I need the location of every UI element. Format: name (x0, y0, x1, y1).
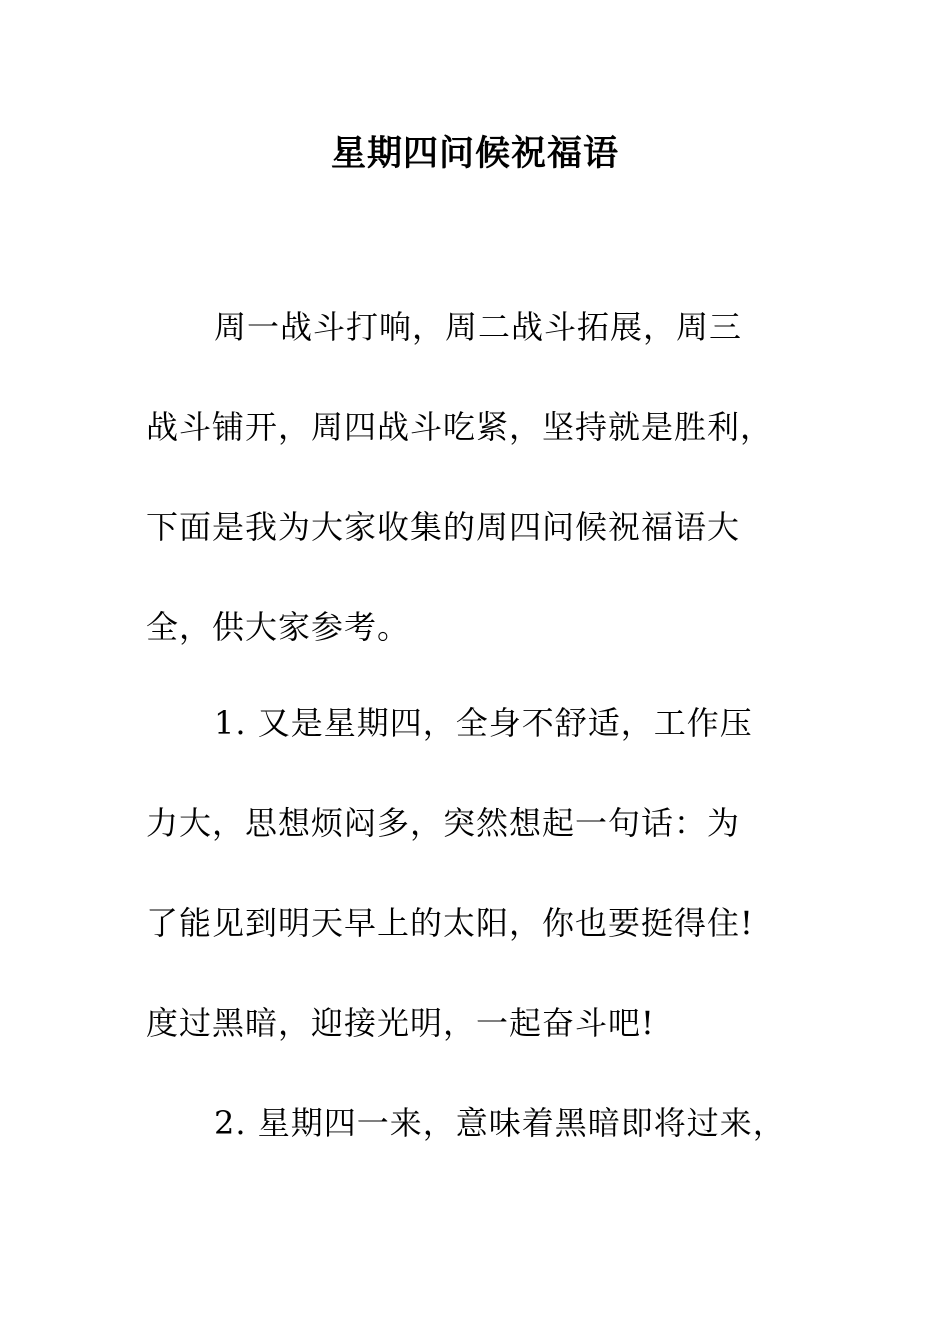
document-title: 星期四问候祝福语 (330, 133, 619, 174)
paragraph-line: 下面是我为大家收集的周四问候祝福语大 (146, 508, 741, 546)
paragraph-line: 了能见到明天早上的太阳，你也要挺得住! (146, 904, 754, 942)
paragraph-line: 2. 星期四一来，意味着黑暗即将过来， (214, 1104, 786, 1142)
paragraph-line: 1. 又是星期四，全身不舒适，工作压 (214, 704, 753, 742)
paragraph-line: 力大，思想烦闷多，突然想起一句话：为 (146, 804, 741, 842)
paragraph-line: 度过黑暗，迎接光明，一起奋斗吧! (146, 1004, 655, 1042)
paragraph-line: 全，供大家参考。 (146, 608, 411, 646)
paragraph-line: 战斗铺开，周四战斗吃紧，坚持就是胜利， (146, 408, 774, 446)
paragraph-line: 周一战斗打响，周二战斗拓展，周三 (214, 308, 743, 346)
